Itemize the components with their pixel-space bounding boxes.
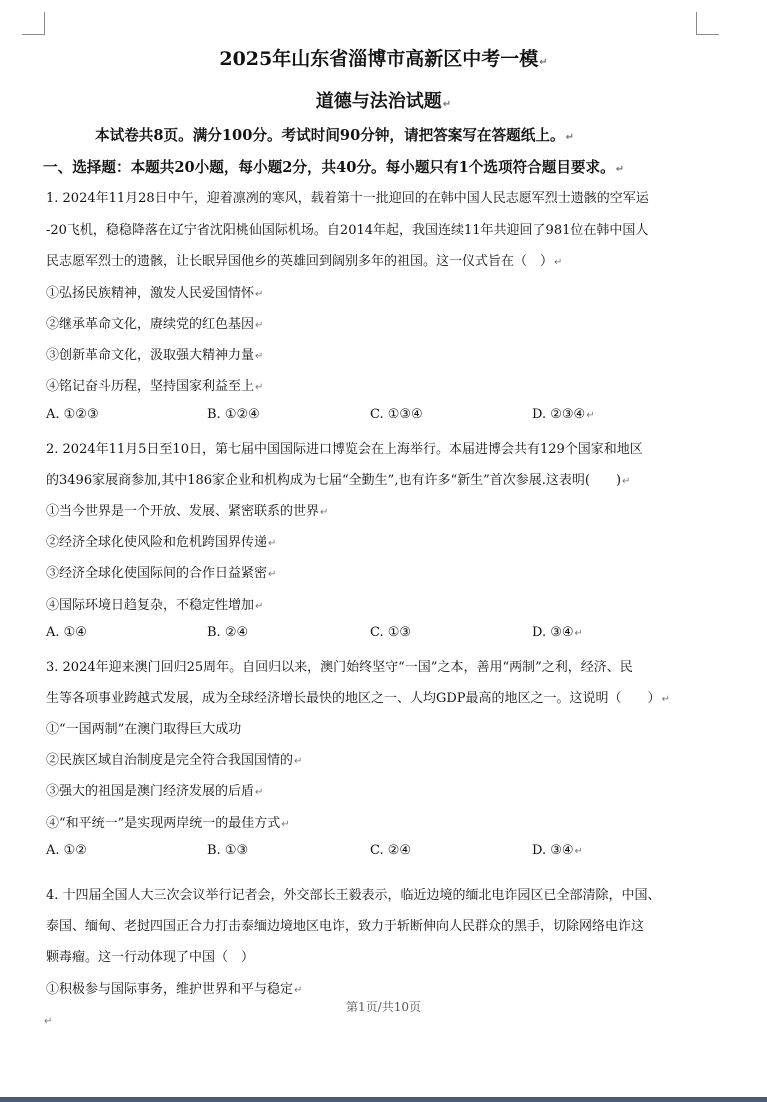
question-2-option-c: C. ①③ xyxy=(370,625,412,640)
question-4-line-3: 颗毒瘤。这一行动体现了中国（ ） xyxy=(46,950,255,965)
paragraph-mark: ↵ xyxy=(320,507,329,518)
question-1-line-3: 民志愿军烈士的遗骸，让长眠异国他乡的英雄回到阔别多年的祖国。这一仪式旨在（ ）↵ xyxy=(46,254,563,269)
question-4-line-1: 4. 十四届全国人大三次会议举行记者会，外交部长王毅表示，临近边境的缅北电诈园区已全部清除，中国、 xyxy=(46,888,661,903)
question-3-statement-2: ②民族区域自治制度是完全符合我国国情的↵ xyxy=(46,753,303,768)
question-1-line-2: -20飞机，稳稳降落在辽宁省沈阳桃仙国际机场。自2014年起，我国连续11年共迎回了981位在韩中国人 xyxy=(46,223,649,238)
question-1-statement-4: ④铭记奋斗历程，坚持国家利益至上↵ xyxy=(46,379,264,394)
paragraph-mark: ↵ xyxy=(255,787,264,798)
paragraph-mark: ↵ xyxy=(622,476,631,487)
question-2-line-1: 2. 2024年11月5日至10日，第七届中国国际进口博览会在上海举行。本届进博会共有129个国家和地区 xyxy=(46,442,643,457)
paragraph-mark: ↵ xyxy=(255,382,264,393)
question-1-option-b: B. ①②④ xyxy=(207,407,260,422)
paragraph-mark: ↵ xyxy=(268,569,277,580)
question-3-option-c: C. ②④ xyxy=(370,843,412,858)
paragraph-mark: ↵ xyxy=(661,694,670,705)
paragraph-mark: ↵ xyxy=(255,351,264,362)
question-4-statement-1: ①积极参与国际事务，维护世界和平与稳定↵ xyxy=(46,982,303,997)
exam-title: 2025年山东省淄博市高新区中考一模↵ xyxy=(219,48,548,70)
question-3-option-d: D. ③④↵ xyxy=(532,843,583,858)
paragraph-mark: ↵ xyxy=(554,257,563,268)
question-3-statement-4: ④“和平统一”是实现两岸统一的最佳方式↵ xyxy=(46,816,290,831)
question-3-statement-1: ①“一国两制”在澳门取得巨大成功 xyxy=(46,722,242,737)
paragraph-mark: ↵ xyxy=(442,99,452,110)
page-corner-mark-right xyxy=(696,12,719,35)
paragraph-mark: ↵ xyxy=(44,1016,53,1027)
question-3-statement-3: ③强大的祖国是澳门经济发展的后盾↵ xyxy=(46,784,264,799)
section-heading: 一、选择题：本题共20小题，每小题2分，共40分。每小题只有1个选项符合题目要求。↵ xyxy=(43,159,625,176)
question-2-option-a: A. ①④ xyxy=(46,625,87,640)
window-bottom-bar xyxy=(0,1097,767,1102)
question-2-line-2: 的3496家展商参加,其中186家企业和机构成为七届“全勤生”,也有许多“新生”首次参展.这表明( )↵ xyxy=(46,473,631,488)
paragraph-mark: ↵ xyxy=(574,846,583,857)
question-2-statement-4: ④国际环境日趋复杂，不稳定性增加↵ xyxy=(46,598,264,613)
page-footer: 第1页/共10页 xyxy=(346,1000,421,1014)
question-1-option-c: C. ①③④ xyxy=(370,407,423,422)
paragraph-mark: ↵ xyxy=(294,985,303,996)
question-4-line-2: 泰国、缅甸、老挝四国正合力打击泰缅边境地区电诈，致力于斩断伸向人民群众的黑手，切除网络电诈这 xyxy=(46,919,645,934)
paragraph-mark: ↵ xyxy=(615,164,625,175)
question-2-statement-1: ①当今世界是一个开放、发展、紧密联系的世界↵ xyxy=(46,504,329,519)
question-3-option-a: A. ①② xyxy=(46,843,87,858)
paragraph-mark: ↵ xyxy=(565,132,574,143)
exam-notice: 本试卷共8页。满分100分。考试时间90分钟，请把答案写在答题纸上。↵ xyxy=(95,127,574,144)
paragraph-mark: ↵ xyxy=(281,819,290,830)
question-1-line-1: 1. 2024年11月28日中午，迎着凛冽的寒风，载着第十一批迎回的在韩中国人民志愿军烈士遗骸的空军运 xyxy=(46,191,649,206)
question-2-statement-3: ③经济全球化使国际间的合作日益紧密↵ xyxy=(46,566,277,581)
question-1-statement-1: ①弘扬民族精神，激发人民爱国情怀↵ xyxy=(46,286,264,301)
paragraph-mark: ↵ xyxy=(268,538,277,549)
paragraph-mark: ↵ xyxy=(574,628,583,639)
question-2-option-d: D. ③④↵ xyxy=(532,625,583,640)
paragraph-mark: ↵ xyxy=(255,601,264,612)
question-1-statement-3: ③创新革命文化，汲取强大精神力量↵ xyxy=(46,348,264,363)
paragraph-mark: ↵ xyxy=(294,756,303,767)
question-3-line-1: 3. 2024年迎来澳门回归25周年。自回归以来，澳门始终坚守“一国”之本，善用“两制”之利，经济、民 xyxy=(46,660,633,675)
paragraph-mark: ↵ xyxy=(255,289,264,300)
paragraph-mark: ↵ xyxy=(586,410,595,421)
question-1-option-a: A. ①②③ xyxy=(46,407,99,422)
question-3-line-2: 生等各项事业跨越式发展，成为全球经济增长最快的地区之一、人均GDP最高的地区之一。这说明（ ）↵ xyxy=(46,691,670,706)
page-corner-mark-left xyxy=(22,12,45,35)
question-2-option-b: B. ②④ xyxy=(207,625,249,640)
exam-subtitle: 道德与法治试题↵ xyxy=(315,91,452,112)
paragraph-mark: ↵ xyxy=(539,57,548,68)
question-2-statement-2: ②经济全球化使风险和危机跨国界传递↵ xyxy=(46,535,277,550)
question-1-statement-2: ②继承革命文化，赓续党的红色基因↵ xyxy=(46,317,264,332)
question-3-option-b: B. ①③ xyxy=(207,843,249,858)
paragraph-mark: ↵ xyxy=(255,320,264,331)
question-1-option-d: D. ②③④↵ xyxy=(532,407,595,422)
